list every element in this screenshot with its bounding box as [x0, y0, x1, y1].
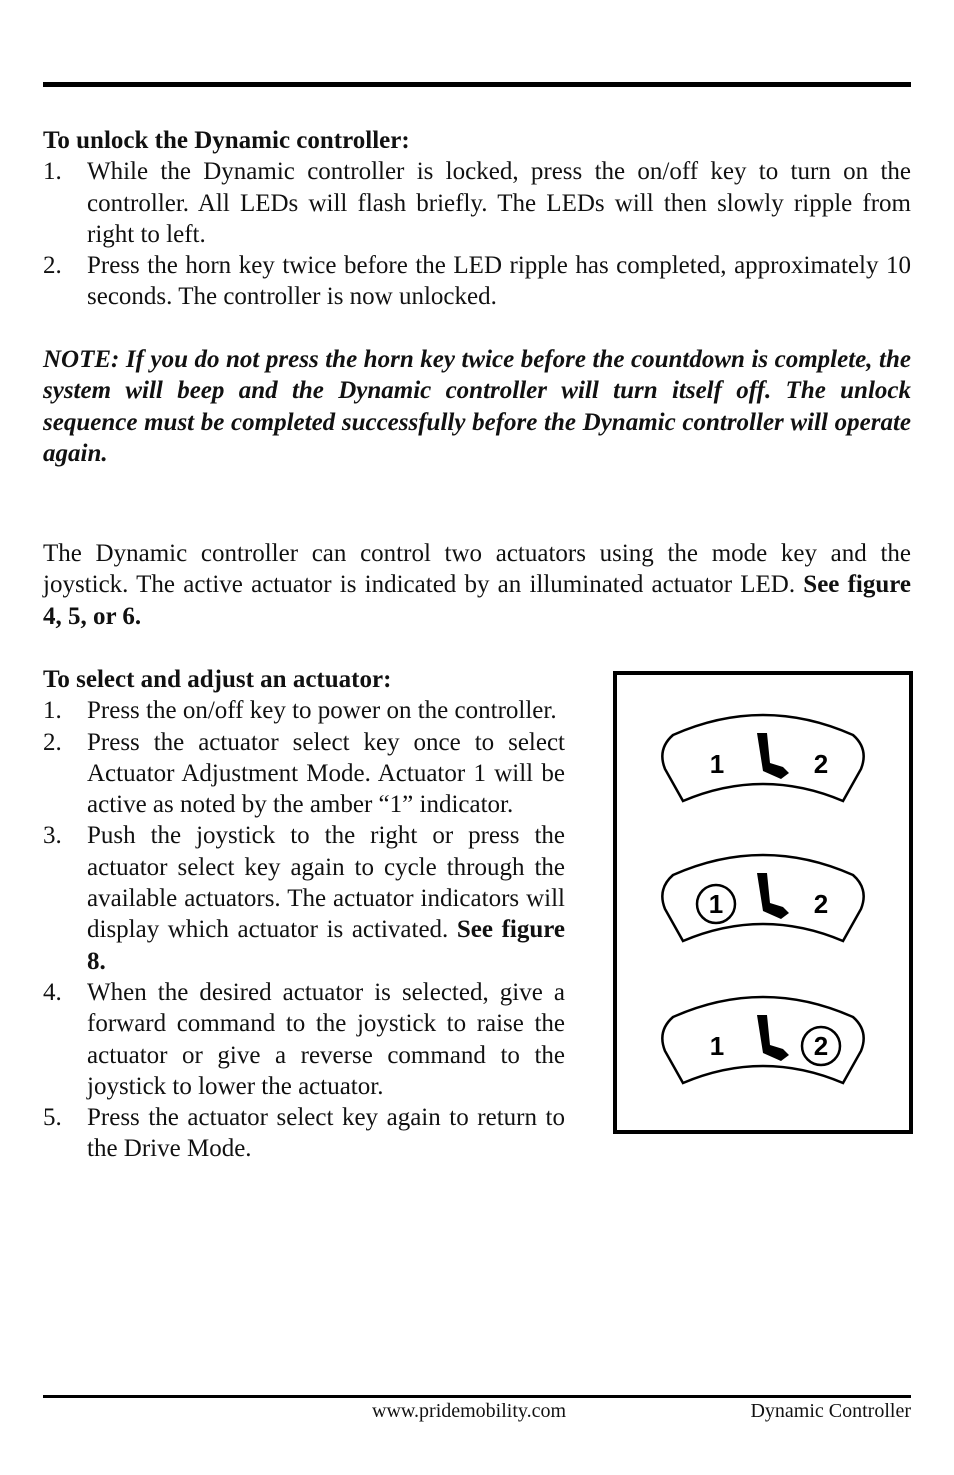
actuator-step: 3. Push the joystick to the right or press the actuator select key again to cycle through the available actuators. The actuator indicators will display which actuator is activated. See figure 8. — [43, 822, 566, 975]
indicator-panel-2 — [662, 855, 863, 941]
actuator-intro: The Dynamic controller can control two actuators using the mode key and the joystick. The active actuator is indicated by an illuminated actuator LED. See figure 4, 5, or 6. — [43, 540, 912, 630]
unlock-section — [43, 125, 911, 313]
figure-reference: See figure 4, 5, or 6. — [43, 571, 912, 630]
actuator-label-right: 2 — [813, 889, 829, 919]
actuator-label-left: 1 — [709, 1031, 725, 1061]
indicator-panel-1 — [662, 715, 863, 801]
actuator-step: 2. Press the actuator select key once to select Actuator Adjustment Mode. Actuator 1 will be active as noted by the amber “1” indicator. — [43, 728, 565, 819]
bottom-rule — [43, 1395, 911, 1398]
actuator-step: 1. Press the on/off key to power on the controller. — [43, 697, 557, 725]
footer-title: Dynamic Controller — [750, 1400, 911, 1422]
figure-reference: See figure 8. — [87, 916, 566, 975]
actuator-step: 4. When the desired actuator is selected, give a forward command to the joystick to raise the actuator or give a reverse command to the joystick to lower the actuator. — [43, 978, 565, 1100]
unlock-note: NOTE: If you do not press the horn key twice before the countdown is complete, the system will beep and the Dynamic controller will turn itself off. The unlock sequence must be completed successfully before the Dynamic controller will operate again. — [43, 346, 911, 467]
indicator-panel-3 — [662, 997, 863, 1083]
unlock-step: 2. Press the horn key twice before the LED ripple has completed, approximately 10 seconds. The controller is now unlocked. — [43, 252, 911, 311]
actuator-steps — [43, 695, 565, 1164]
actuator-section — [43, 664, 565, 1165]
unlock-heading: To unlock the Dynamic controller: — [43, 127, 410, 154]
actuator-label-right: 2 — [813, 749, 829, 779]
actuator-step: 5. Press the actuator select key again to return to the Drive Mode. — [43, 1104, 565, 1163]
footer-url: www.pridemobility.com — [372, 1400, 567, 1422]
actuator-label-right: 2 — [813, 1031, 829, 1061]
top-rule — [43, 82, 911, 87]
unlock-steps — [43, 156, 911, 312]
actuator-label-left: 1 — [708, 889, 724, 919]
actuator-indicator-illustration — [617, 675, 909, 1130]
actuator-heading: To select and adjust an actuator: — [43, 666, 392, 693]
actuator-figure — [613, 671, 913, 1134]
actuator-label-left: 1 — [709, 749, 725, 779]
unlock-step: 1. While the Dynamic controller is locked, press the on/off key to turn on the controller. All LEDs will flash briefly. The LEDs will then slowly ripple from right to left. — [43, 158, 911, 248]
